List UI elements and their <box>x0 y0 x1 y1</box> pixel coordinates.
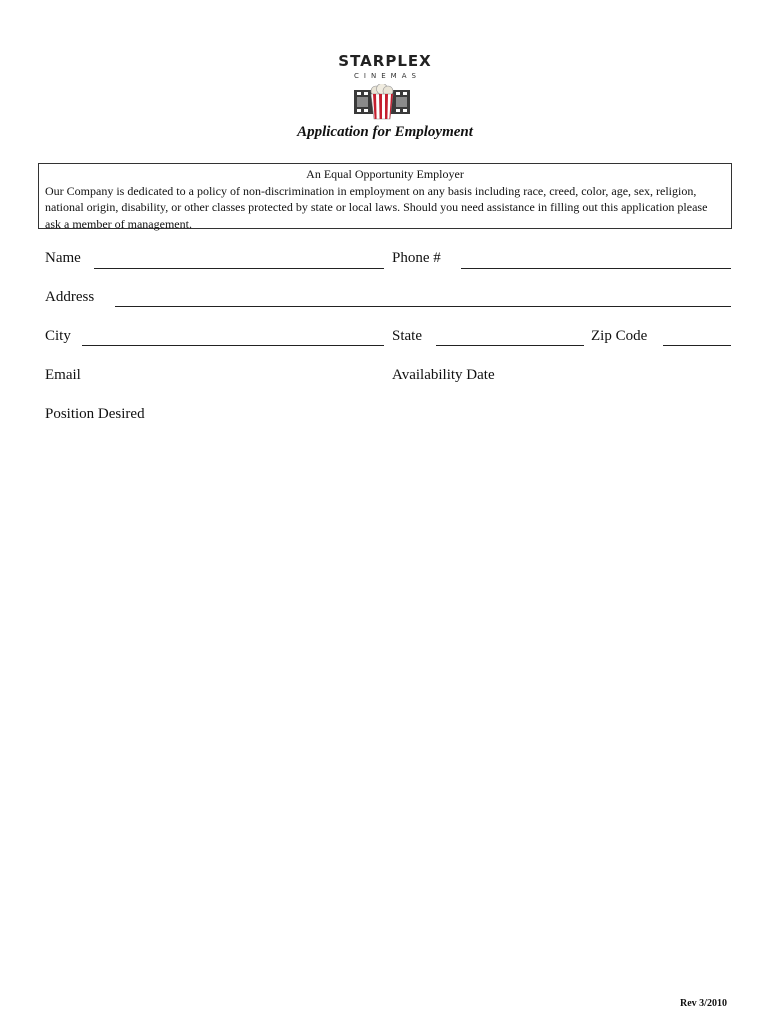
email-label: Email <box>45 367 81 383</box>
popcorn-film-icon <box>354 84 410 125</box>
form-title: Application for Employment <box>297 124 473 140</box>
revision-note: Rev 3/2010 <box>680 998 727 1009</box>
notice-body: Our Company is dedicated to a policy of non-discrimination in employment on any basis including race, creed, color, age, sex, religion, national origin, disability, or other classes protected by state or local laws. Should you need assistance in filling out this application please ask a member of management. <box>45 183 708 231</box>
state-label: State <box>392 328 422 344</box>
address-field[interactable] <box>115 306 731 307</box>
zip-label: Zip Code <box>591 328 648 344</box>
state-field[interactable] <box>436 345 584 346</box>
phone-field[interactable] <box>461 268 731 269</box>
name-field[interactable] <box>94 268 384 269</box>
eeo-notice <box>38 163 732 229</box>
notice-heading: An Equal Opportunity Employer <box>306 167 464 181</box>
city-label: City <box>45 328 71 344</box>
address-label: Address <box>45 289 95 305</box>
position-label: Position Desired <box>45 406 145 422</box>
zip-field[interactable] <box>663 345 731 346</box>
city-field[interactable] <box>82 345 384 346</box>
name-label: Name <box>45 250 81 266</box>
company-logo <box>320 52 450 81</box>
availability-label: Availability Date <box>392 367 495 383</box>
phone-label: Phone # <box>392 250 441 266</box>
logo-brand: STARPLEX <box>338 52 432 70</box>
logo-subtitle: CINEMAS <box>354 72 421 80</box>
